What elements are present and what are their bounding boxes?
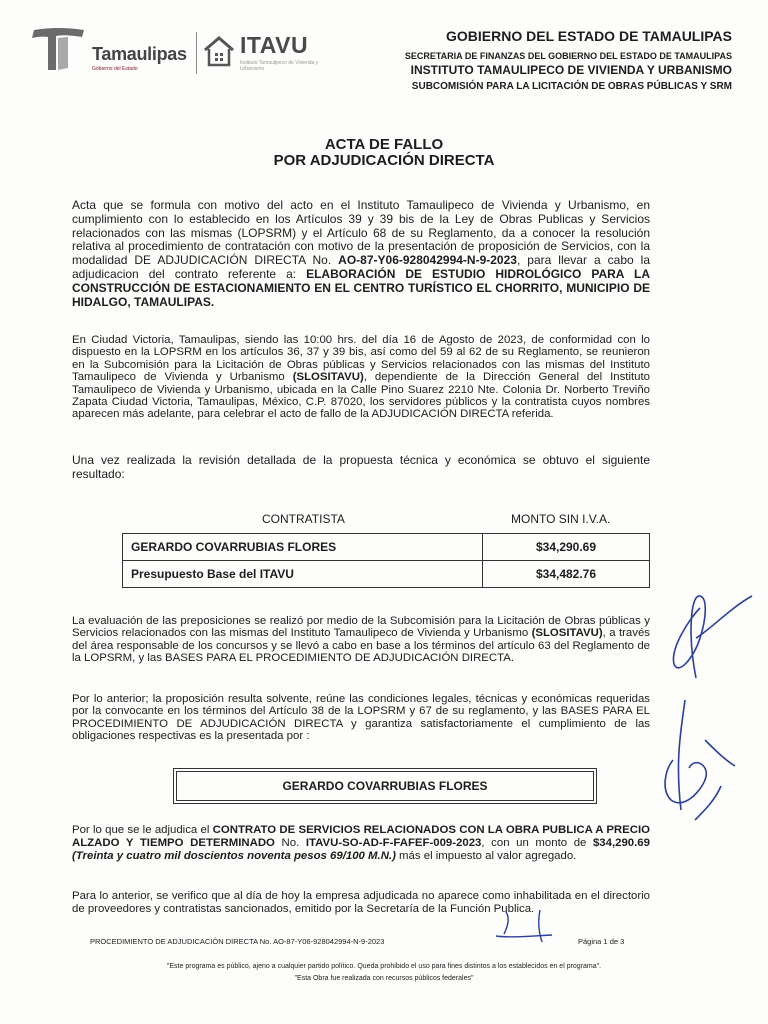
solvency-paragraph: Por lo anterior; la proposición resulta solvente, reúne las condiciones legales, técnicas y económicas requeridas por la convocante en los términos del Artículo 38 de la LOPSRM y 67 de su reglamento, y las BASES PARA EL PROCEDIMIENTO DE ADJUDICACIÓN DIRECTA y garantiza satisfactoriamente el cumplimiento de las obligaciones respectivas es la presentada por :: [72, 693, 650, 743]
table-cell-name: GERARDO COVARRUBIAS FLORES: [123, 534, 483, 561]
footer-note-federal: "Esta Obra fue realizada con recursos públicos federales": [294, 975, 474, 982]
evaluation-paragraph: [72, 615, 650, 665]
evaluation-text: La evaluación de las preposiciones se realizó por medio de la Subcomisión para la Licitación de Obras públicas y Servicios relacionados con las mismas del Instituto Tamaulipeco de Vivienda y Urbanismo: [72, 615, 650, 640]
meeting-text-cont: , dependiente de la Dirección General del Instituto Tamaulipeco de Vivienda y Urbanismo, ubicada en la Calle Pino Suarez 2210 Nte. Colonia Dr. Norberto Treviño Zapata Ciudad Victoria, Tamaulipas, México, C.P. 87020, los servidores públicos y la contratista cuyos nombres aparecen más adelante, para celebrar el acto de fallo de la ADJUDICACIÓN DIRECTA referida.: [72, 371, 651, 421]
award-text-iva: más el impuesto al valor agregado.: [395, 849, 577, 862]
evaluation-text-cont: , a través del área responsable de los concursos y se llevó a cabo en base a los términos del artículo 63 del Reglamento de la LOPSRM, y las BASES PARA EL PROCEDIMIENTO DE ADJUDICACIÓN DIRECTA.: [72, 627, 650, 665]
meeting-text: En Ciudad Victoria, Tamaulipas, siendo las 10:00 hrs. del día 16 de Agosto de 2023, de conformidad con lo dispuesto en la LOPSRM en los artículos 36, 37 y 39 bis, así como del 59 al 62 de su Reglamento, se reunieron en la Subcomisión para la Licitación de Obras públicas y Servicios relacionados con las mismas del Instituto Tamaulipeco de Vivienda y Urbanismo: [72, 334, 650, 384]
footer-procedure: PROCEDIMIENTO DE ADJUDICACIÓN DIRECTA No. AO-87-Y06-928042994-N-9-2023: [90, 937, 385, 946]
amount-in-words: (Treinta y cuatro mil doscientos noventa pesos 69/100 M.N.): [72, 849, 396, 862]
intro-text-cont: , para llevar a cabo la adjudicacion del contrato referente a:: [72, 253, 650, 281]
document-title: ACTA DE FALLO: [324, 136, 444, 153]
winner-box: GERARDO COVARRUBIAS FLORES: [176, 771, 594, 801]
house-icon: [202, 34, 236, 68]
award-text: Por lo que se le adjudica el: [72, 824, 213, 836]
table-header-monto: MONTO SIN I.V.A.: [511, 512, 611, 526]
signature-initials-top: [660, 578, 760, 688]
header-institute: INSTITUTO TAMAULIPECO DE VIVIENDA Y URBANISMO: [410, 63, 732, 77]
footer-note: "Este programa es público, ajeno a cualquier partido político. Queda prohibido el uso para fines distintos a los establecidos en el programa".: [166, 963, 602, 970]
contract-number: ITAVU-SO-AD-F-FAFEF-009-2023: [305, 836, 482, 849]
contract-subject: ELABORACIÓN DE ESTUDIO HIDROLÓGICO PARA LA CONSTRUCCIÓN DE ESTACIONAMIENTO EN EL CENTRO TURÍSTICO EL CHORRITO, MUNICIPIO DE HIDALGO, TAMAULIPAS.: [72, 266, 650, 309]
award-text-amount: , con un monto de: [481, 836, 593, 849]
itavu-logo-subtitle: Instituto Tamaulipeco de Vivienda y Urbanismo: [240, 60, 319, 72]
document-subtitle: POR ADJUDICACIÓN DIRECTA: [273, 152, 495, 169]
table-cell-name: Presupuesto Base del ITAVU: [123, 561, 483, 588]
table-row: [123, 534, 650, 561]
footer-page-number: Página 1 de 3: [578, 937, 625, 946]
sloitavu-acronym: (SLOSITAVU): [292, 371, 364, 384]
header-secretaria: SECRETARIA DE FINANZAS DEL GOBIERNO DEL ESTADO DE TAMAULIPAS: [404, 51, 732, 61]
table-row: [123, 561, 650, 588]
tamaulipas-logo-text: Tamaulipas: [92, 44, 187, 64]
table-cell-amount: $34,290.69: [483, 534, 650, 561]
itavu-logo-text: ITAVU: [240, 32, 309, 58]
contract-type: CONTRATO DE SERVICIOS RELACIONADOS CON LA OBRA PUBLICA A PRECIO ALZADO Y TIEMPO DETERMINADO: [72, 824, 650, 849]
table-header-contratista: CONTRATISTA: [262, 512, 345, 526]
sloitavu-acronym: (SLOSITAVU): [531, 627, 603, 640]
award-text-no: No.: [274, 836, 306, 849]
table-cell-amount: $34,482.76: [483, 561, 650, 588]
intro-text: Acta que se formula con motivo del acto en el Instituto Tamaulipeco de Vivienda y Urbanismo, en cumplimiento con lo establecido en los Artículos 39 y 39 bis de la Ley de Obras Publicas y Servicios relacionados con las mismas (LOPSRM) y el Artículo 68 de su Reglamento, da a conocer la resolución relativa al procedimiento de contratación con motivo de la presentación de proposición de Servicios, con la modalidad DE ADJUDICACIÓN DIRECTA No.: [72, 198, 650, 268]
procedure-number: AO-87-Y06-928042994-N-9-2023: [338, 253, 517, 268]
logo-divider: [196, 32, 197, 74]
verification-paragraph: Para lo anterior, se verifico que al día de hoy la empresa adjudicada no aparece como inhabilitada en el directorio de proveedores y contratistas sancionados, emitido por la Secretaría de la Función Publica.: [72, 890, 650, 915]
result-paragraph: Una vez realizada la revisión detallada de la propuesta técnica y económica se obtuvo el siguiente resultado:: [72, 453, 650, 481]
contract-amount: $34,290.69: [592, 836, 650, 849]
signature-initials-bottom: [645, 690, 745, 830]
intro-paragraph: [72, 199, 650, 309]
award-paragraph: [72, 824, 650, 862]
tamaulipas-logo-subtitle: Gobierno del Estado: [92, 66, 138, 72]
header-government: GOBIERNO DEL ESTADO DE TAMAULIPAS: [446, 28, 732, 44]
meeting-paragraph: [72, 334, 650, 421]
tamaulipas-logo-icon: [28, 24, 88, 74]
bids-table: [122, 533, 650, 588]
header-subcomision: SUBCOMISIÓN PARA LA LICITACIÓN DE OBRAS PÚBLICAS Y SRM: [411, 81, 732, 92]
